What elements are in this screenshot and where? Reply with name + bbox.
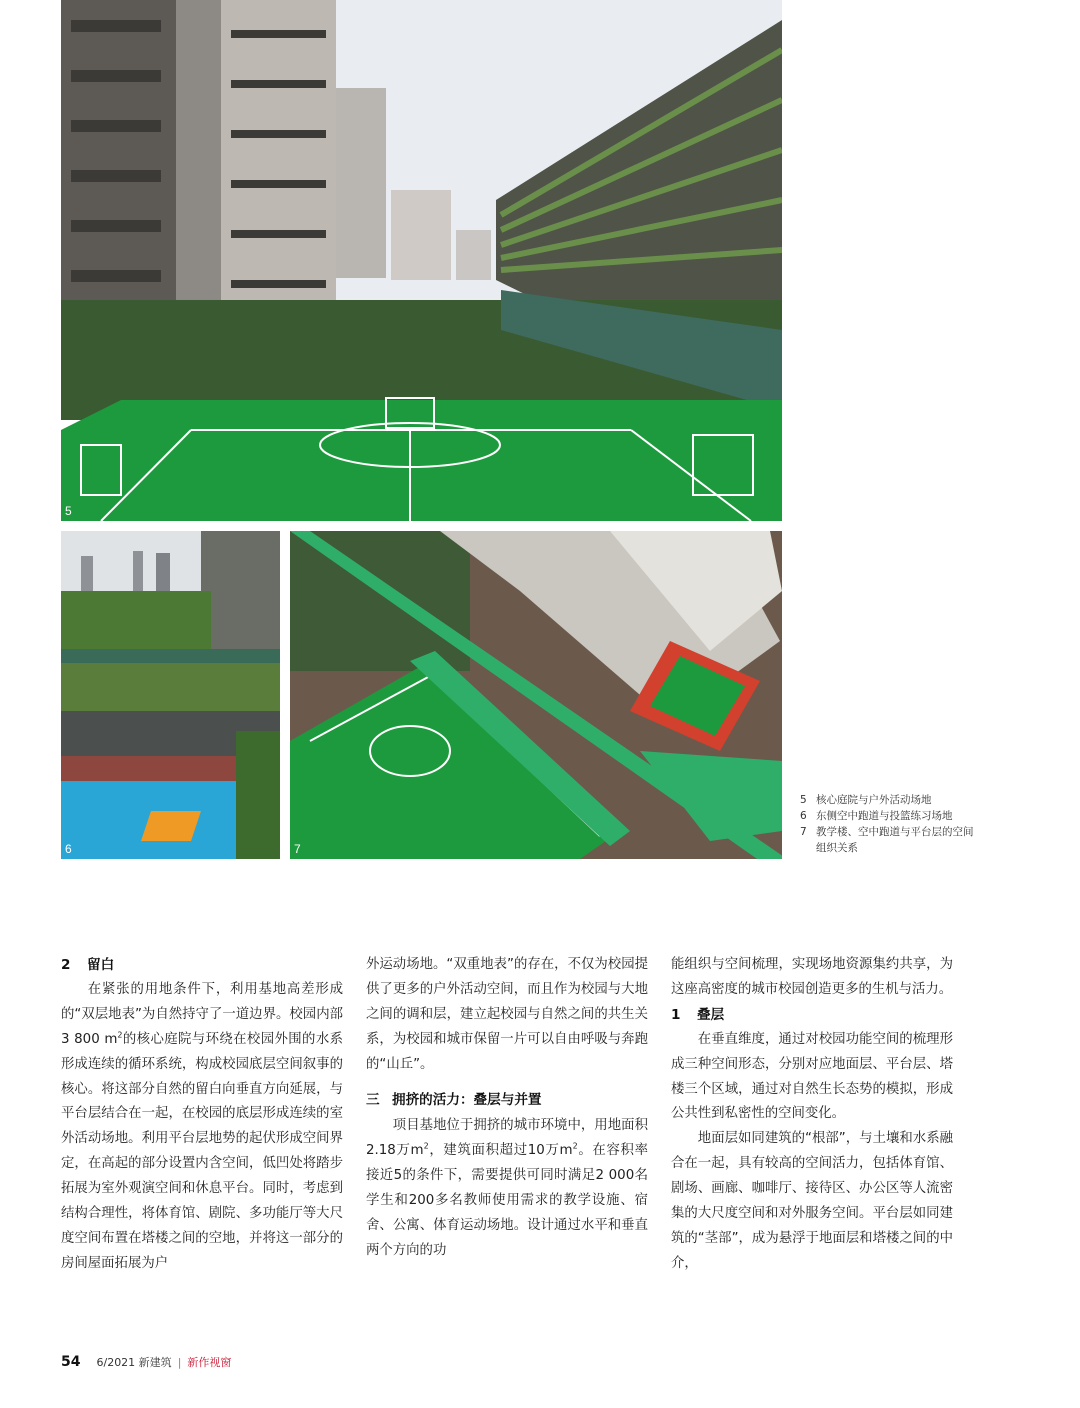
paragraph: 在垂直维度，通过对校园功能空间的梳理形成三种空间形态，分别对应地面层、平台层、塔楼三个区域，通过对自然生长态势的模拟，形成公共性到私密性的空间变化。 [671,1031,953,1122]
photo-captions [800,792,980,856]
caption-item: 6 东侧空中跑道与投篮练习场地 [800,810,953,822]
paragraph: 外运动场地。“双重地表”的存在，不仅为校园提供了更多的户外活动空间，而且作为校园与大地之间的调和层，建立起校园与自然之间的共生关系，为校园和城市保留一片可以自由呼吸与奔跑的“山丘”。 [366,957,648,1072]
page-footer [61,1354,231,1370]
photo-number: 7 [294,842,301,856]
text-column-1 [61,953,343,1277]
page-number: 54 [61,1354,81,1370]
paragraph: 地面层如同建筑的“根部”，与土壤和水系融合在一起，具有较高的空间活力，包括体育馆、剧场、画廊、咖啡厅、接待区、办公区等人流密集的大尺度空间和对外服务空间。平台层如同建筑的“茎部”，成为悬浮于地面层和塔楼之间的中介， [671,1131,953,1271]
paragraph: 能组织与空间梳理，实现场地资源集约共享，为这座高密度的城市校园创造更多的生机与活力。 [671,957,953,997]
photo-number: 6 [65,842,72,856]
section-heading: 2 留白 [61,957,115,973]
caption-item: 7 教学楼、空中跑道与平台层的空间组织关系 [800,826,974,854]
aerial-illustration [290,531,782,859]
paragraph: 项目基地位于拥挤的城市环境中，用地面积2.18万$m^2$，建筑面积超过10万$m^2$。在容积率接近5的条件下，需要提供可同时满足2 000名学生和200多名教师使用需求的教学设施、宿舍、公寓、体育运动场地。设计通过水平和垂直两个方向的功 [366,1118,649,1258]
section-label: 新作视窗 [187,1356,232,1369]
photo-aerial-track [290,531,782,859]
caption-item: 5 核心庭院与户外活动场地 [800,794,932,806]
east-track-illustration [61,531,280,859]
text-column-2 [366,953,648,1264]
photo-east-track [61,531,280,859]
subsection-heading: 1 叠层 [671,1006,725,1023]
courtyard-illustration [61,0,782,521]
text-column-3 [671,953,953,1277]
section-heading: 三 拥挤的活力：叠层与并置 [366,1091,542,1108]
paragraph: 在紧张的用地条件下，利用基地高差形成的“双层地表”为自然持守了一道边界。校园内部3 800 $m^2$的核心庭院与环绕在校园外围的水系形成连续的循环系统，构成校园底层空间叙事的核心。将这部分自然的留白向垂直方向延展，与平台层结合在一起，在校园的底层形成连续的室外活动场地。利用平台层地势的起伏形成空间界定，在高起的部分设置内含空间，低凹处将踏步拓展为室外观演空间和休息平台。同时，考虑到结构合理性，将体育馆、剧院、多功能厅等大尺度空间布置在塔楼之间的空地，并将这一部分的房间屋面拓展为户 [61,981,344,1271]
photo-number: 5 [65,504,72,518]
issue-label: 6/2021 新建筑 [96,1356,172,1369]
footer-separator: | [177,1356,182,1369]
photo-core-courtyard [61,0,782,521]
